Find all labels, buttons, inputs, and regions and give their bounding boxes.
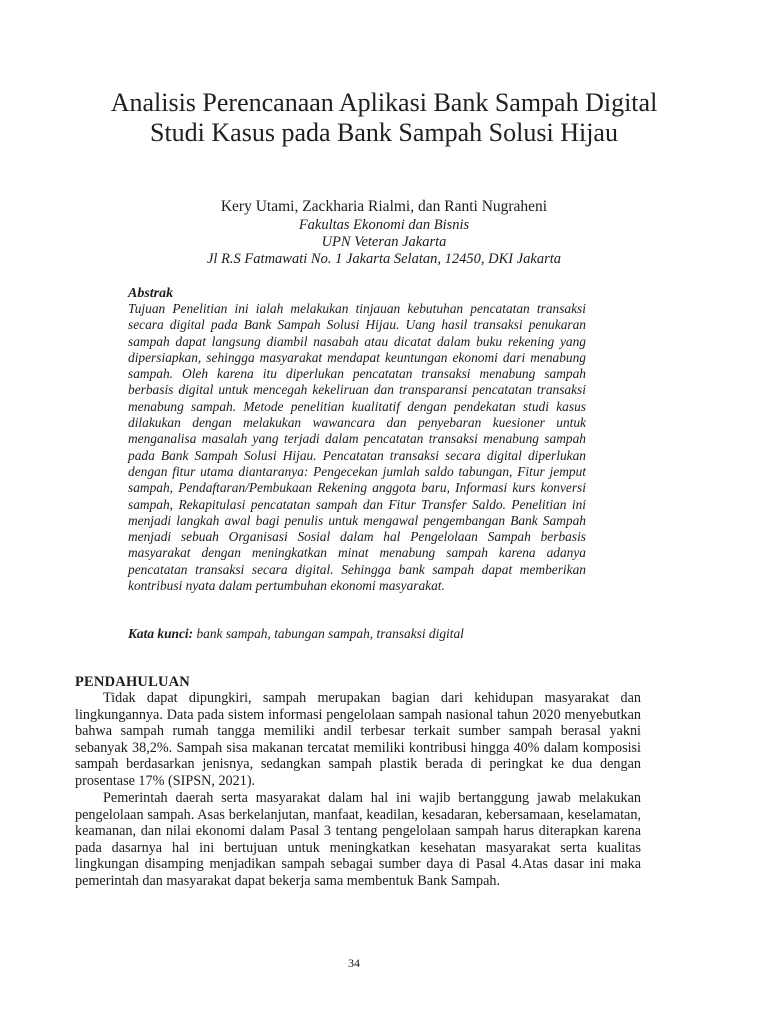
keywords-label: Kata kunci: (128, 626, 194, 641)
section-heading: PENDAHULUAN (75, 674, 190, 690)
paper-title: Analisis Perencanaan Aplikasi Bank Sampah Digital Studi Kasus pada Bank Sampah Solusi Hijau (110, 88, 658, 147)
affiliation-address: Jl R.S Fatmawati No. 1 Jakarta Selatan, 12450, DKI Jakarta (206, 251, 561, 267)
section-body (75, 690, 641, 889)
author-list: Kery Utami, Zackharia Rialmi, dan Ranti Nugraheni (220, 198, 548, 215)
paragraph: Pemerintah daerah serta masyarakat dalam hal ini wajib bertanggung jawab melakukan pengelolaan sampah. Asas berkelanjutan, manfaat, keadilan, kesadaran, kebersamaan, keselamatan, keamanan, dan nilai ekonomi dalam Pasal 3 tentang pengelolaan sampah harus diterapkan karena pada dasarnya hal ini bertujuan untuk meningkatkan kesehatan masyarakat serta kualitas lingkungan disamping menjadikan sampah sebagai sumber daya di Pasal 4.Atas dasar ini maka pemerintah dan masyarakat dapat bekerja sama membentuk Bank Sampah. (75, 790, 641, 889)
keywords-text: bank sampah, tabungan sampah, transaksi digital (193, 626, 464, 641)
affiliation-university: UPN Veteran Jakarta (321, 234, 447, 250)
paragraph: Tidak dapat dipungkiri, sampah merupakan bagian dari kehidupan masyarakat dan lingkungannya. Data pada sistem informasi pengelolaan sampah nasional tahun 2020 menyebutkan bahwa sampah rumah tangga memiliki andil terbesar terkait sumber sampah berasal yakni sebanyak 38,2%. Sampah sisa makanan tercatat memiliki kontribusi hingga 40% dalam komposisi sampah berdasarkan jenisnya, sedangkan sampah plastik berada di peringkat ke dua dengan prosentase 17% (SIPSN, 2021). (75, 690, 641, 789)
abstract-heading: Abstrak (128, 286, 174, 301)
keywords (128, 625, 586, 642)
abstract-text: Tujuan Penelitian ini ialah melakukan tinjauan kebutuhan pencatatan transaksi secara digital pada Bank Sampah Solusi Hijau. Uang hasil transaksi penukaran sampah dapat langsung diambil nasabah atau dicatat dalam buku rekening yang dipersiapkan, sehingga masyarakat mendapat keuntungan ekonomi dari menabung sampah. Oleh karena itu diperlukan pencatatan transaksi menabung sampah berbasis digital untuk mencegah kekeliruan dan transparansi pencatatan transaksi menabung sampah. Metode penelitian kualitatif dengan pendekatan studi kasus dilakukan dengan melakukan wawancara dan penyebaran kuesioner untuk menganalisa masalah yang terjadi dalam pencatatan transaksi menabung sampah pada Bank Sampah Solusi Hijau. Pencatatan transaksi secara digital diperlukan dengan fitur utama diantaranya: Pengecekan jumlah saldo tabungan, Fitur jemput sampah, Pendaftaran/Pembukaan Rekening anggota baru, Informasi kurs konversi sampah, Rekapitulasi pencatatan sampah dan Fitur Transfer Saldo. Penelitian ini menjadi langkah awal bagi penulis untuk mengawal pengembangan Bank Sampah menjadi sebuah Organisasi Sosial dalam hal Pengelolaan Sampah berbasis masyarakat dengan meningkatkan minat menabung sampah karena adanya pencatatan transaksi secara digital. Sehingga bank sampah dapat memberikan kontribusi nyata dalam pertumbuhan ekonomi masyarakat. (128, 301, 586, 594)
page-number: 34 (348, 956, 360, 970)
affiliation-faculty: Fakultas Ekonomi dan Bisnis (298, 217, 470, 233)
